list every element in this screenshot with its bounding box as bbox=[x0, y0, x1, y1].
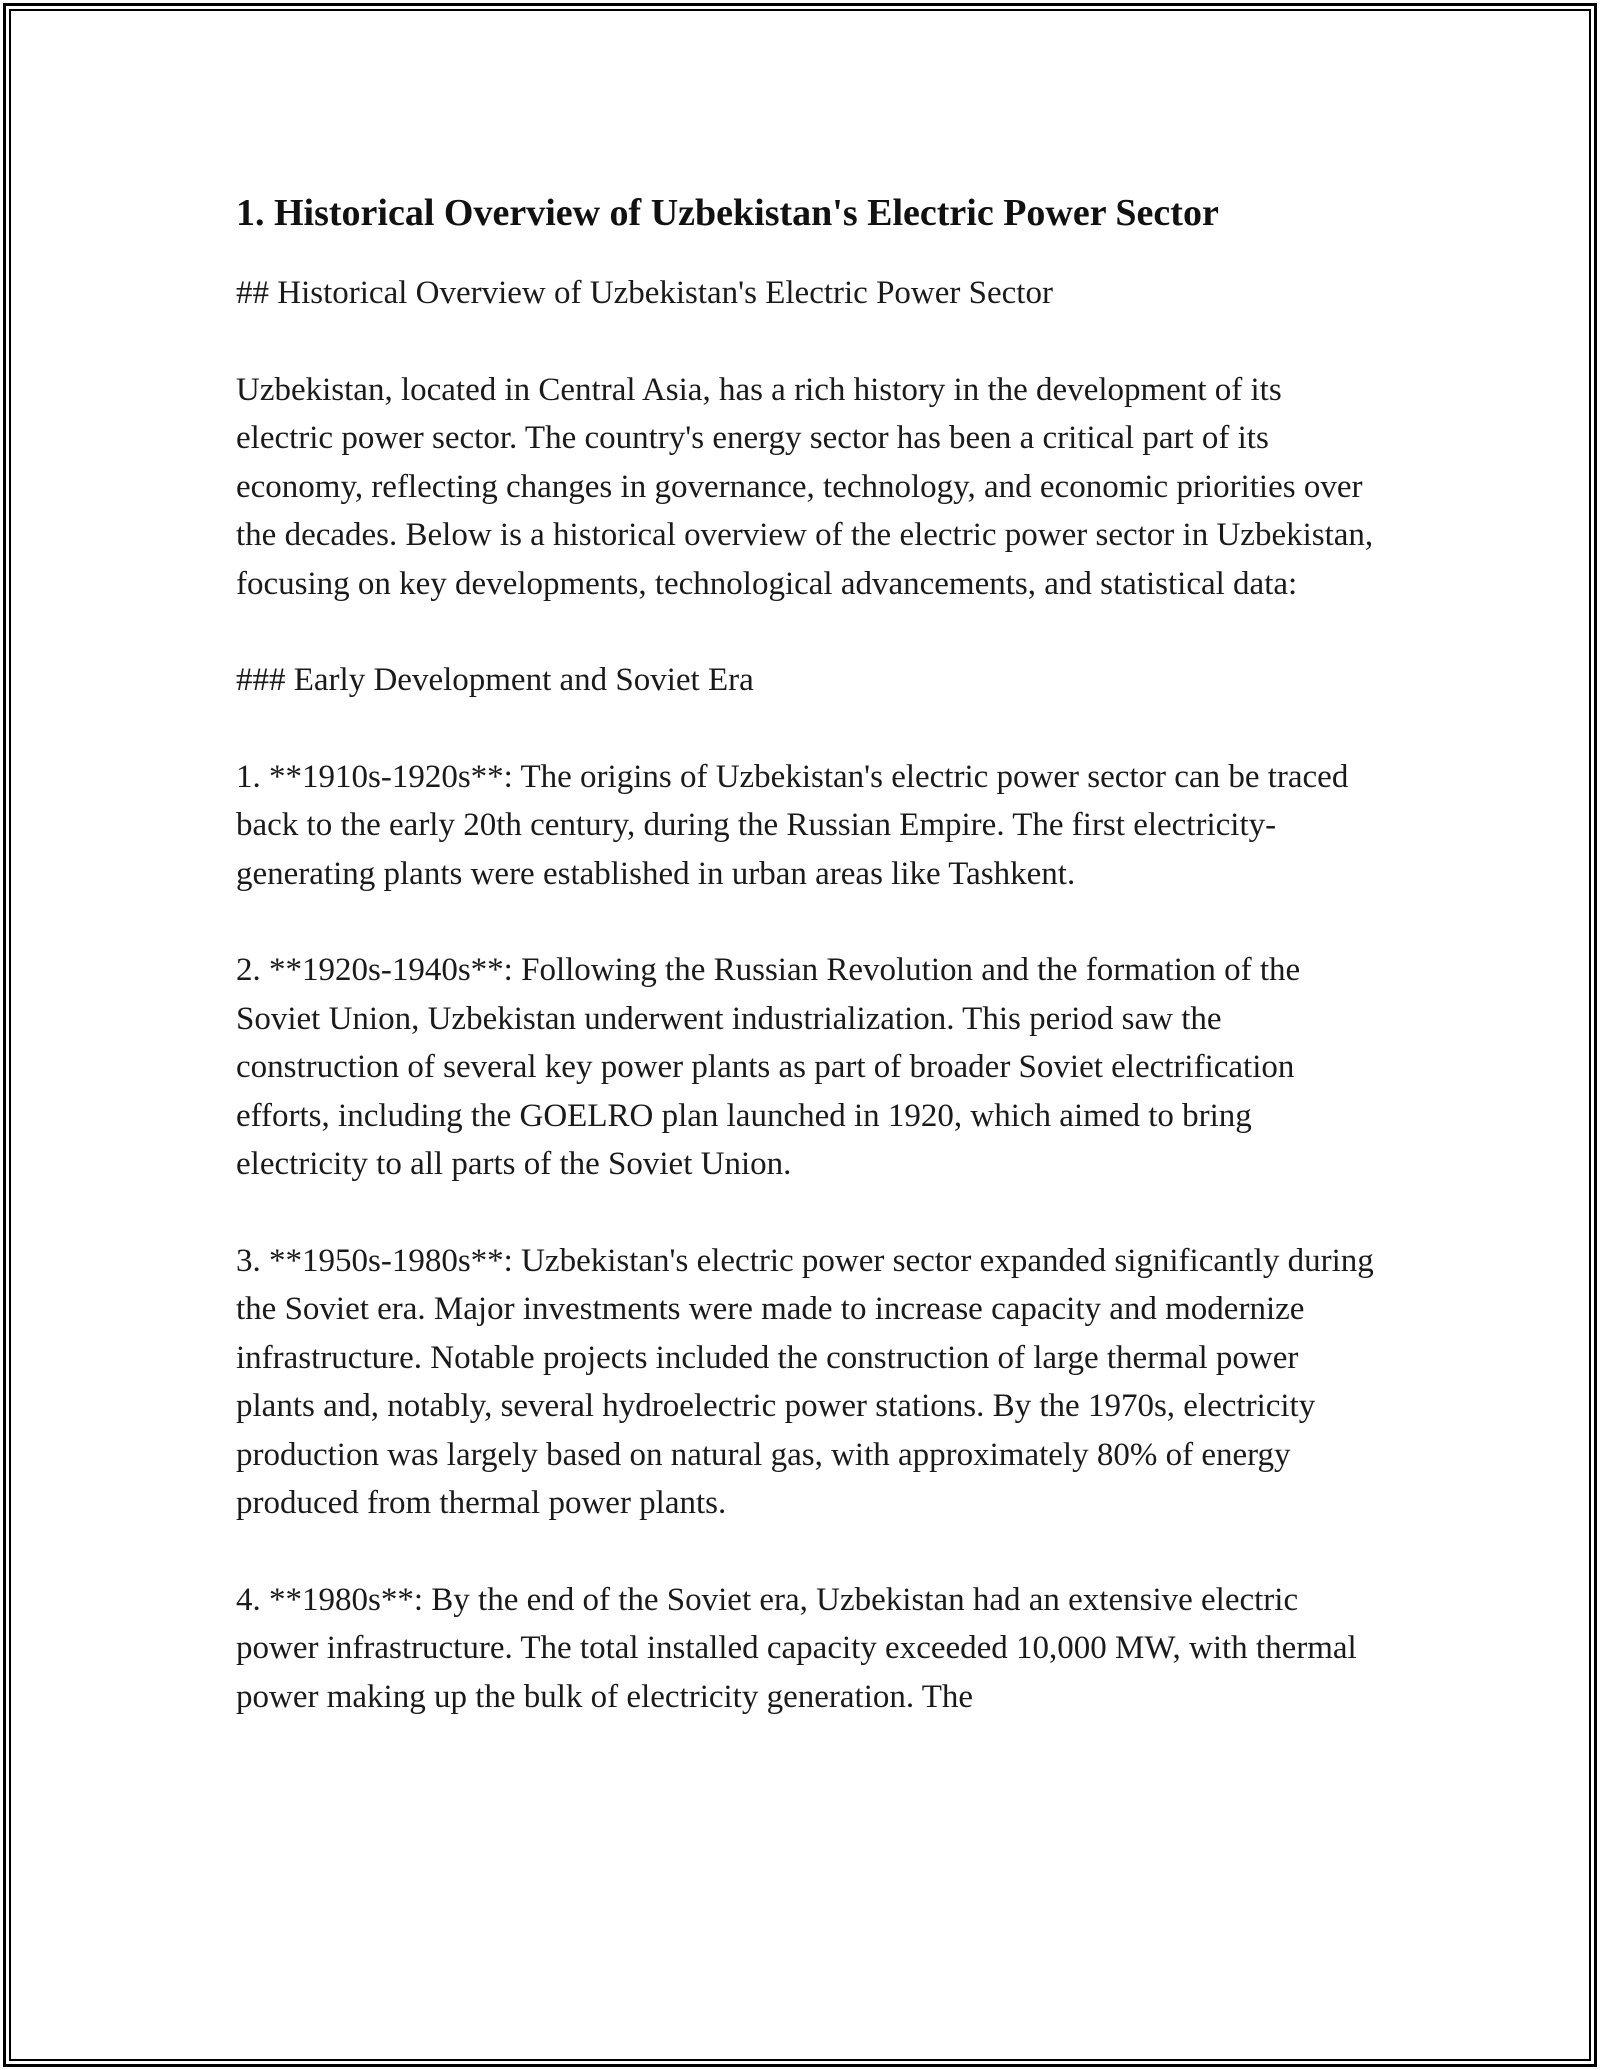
section-heading-line: ### Early Development and Soviet Era bbox=[236, 662, 754, 698]
markdown-heading-line: ## Historical Overview of Uzbekistan's Electric Power Sector bbox=[236, 275, 1053, 311]
list-item-1920s-1940s: 2. **1920s-1940s**: Following the Russian Revolution and the formation of the Soviet Union, Uzbekistan underwent industrialization. This period saw the construction of several key power plants as part of broader Soviet electrification efforts, including the GOELRO plan launched in 1920, which aimed to bring electricity to all parts of the Soviet Union. bbox=[236, 952, 1301, 1182]
list-item-1980s: 4. **1980s**: By the end of the Soviet era, Uzbekistan had an extensive electric power infrastructure. The total installed capacity exceeded 10,000 MW, with thermal power making up the bulk of electricity generation. The bbox=[236, 1581, 1357, 1715]
list-item-1950s-1980s: 3. **1950s-1980s**: Uzbekistan's electric power sector expanded significantly during the Soviet era. Major investments were made to increase capacity and modernize infrastructure. Notable projects included the construction of large thermal power plants and, notably, several hydroelectric power stations. By the 1970s, electricity production was largely based on natural gas, with approximately 80% of energy produced from thermal power plants. bbox=[236, 1242, 1374, 1521]
intro-paragraph: Uzbekistan, located in Central Asia, has a rich history in the development of its electric power sector. The country's energy sector has been a critical part of its economy, reflecting changes in governance, technology, and economic priorities over the decades. Below is a historical overview of the electric power sector in Uzbekistan, focusing on key developments, technological advancements, and statistical data: bbox=[236, 371, 1374, 602]
document-title: 1. Historical Overview of Uzbekistan's Electric Power Sector bbox=[236, 192, 1219, 234]
list-item-1910s-1920s: 1. **1910s-1920s**: The origins of Uzbekistan's electric power sector can be traced back to the early 20th century, during the Russian Empire. The first electricity-generating plants were established in urban areas like Tashkent. bbox=[236, 758, 1349, 892]
document-body bbox=[236, 183, 1376, 1769]
